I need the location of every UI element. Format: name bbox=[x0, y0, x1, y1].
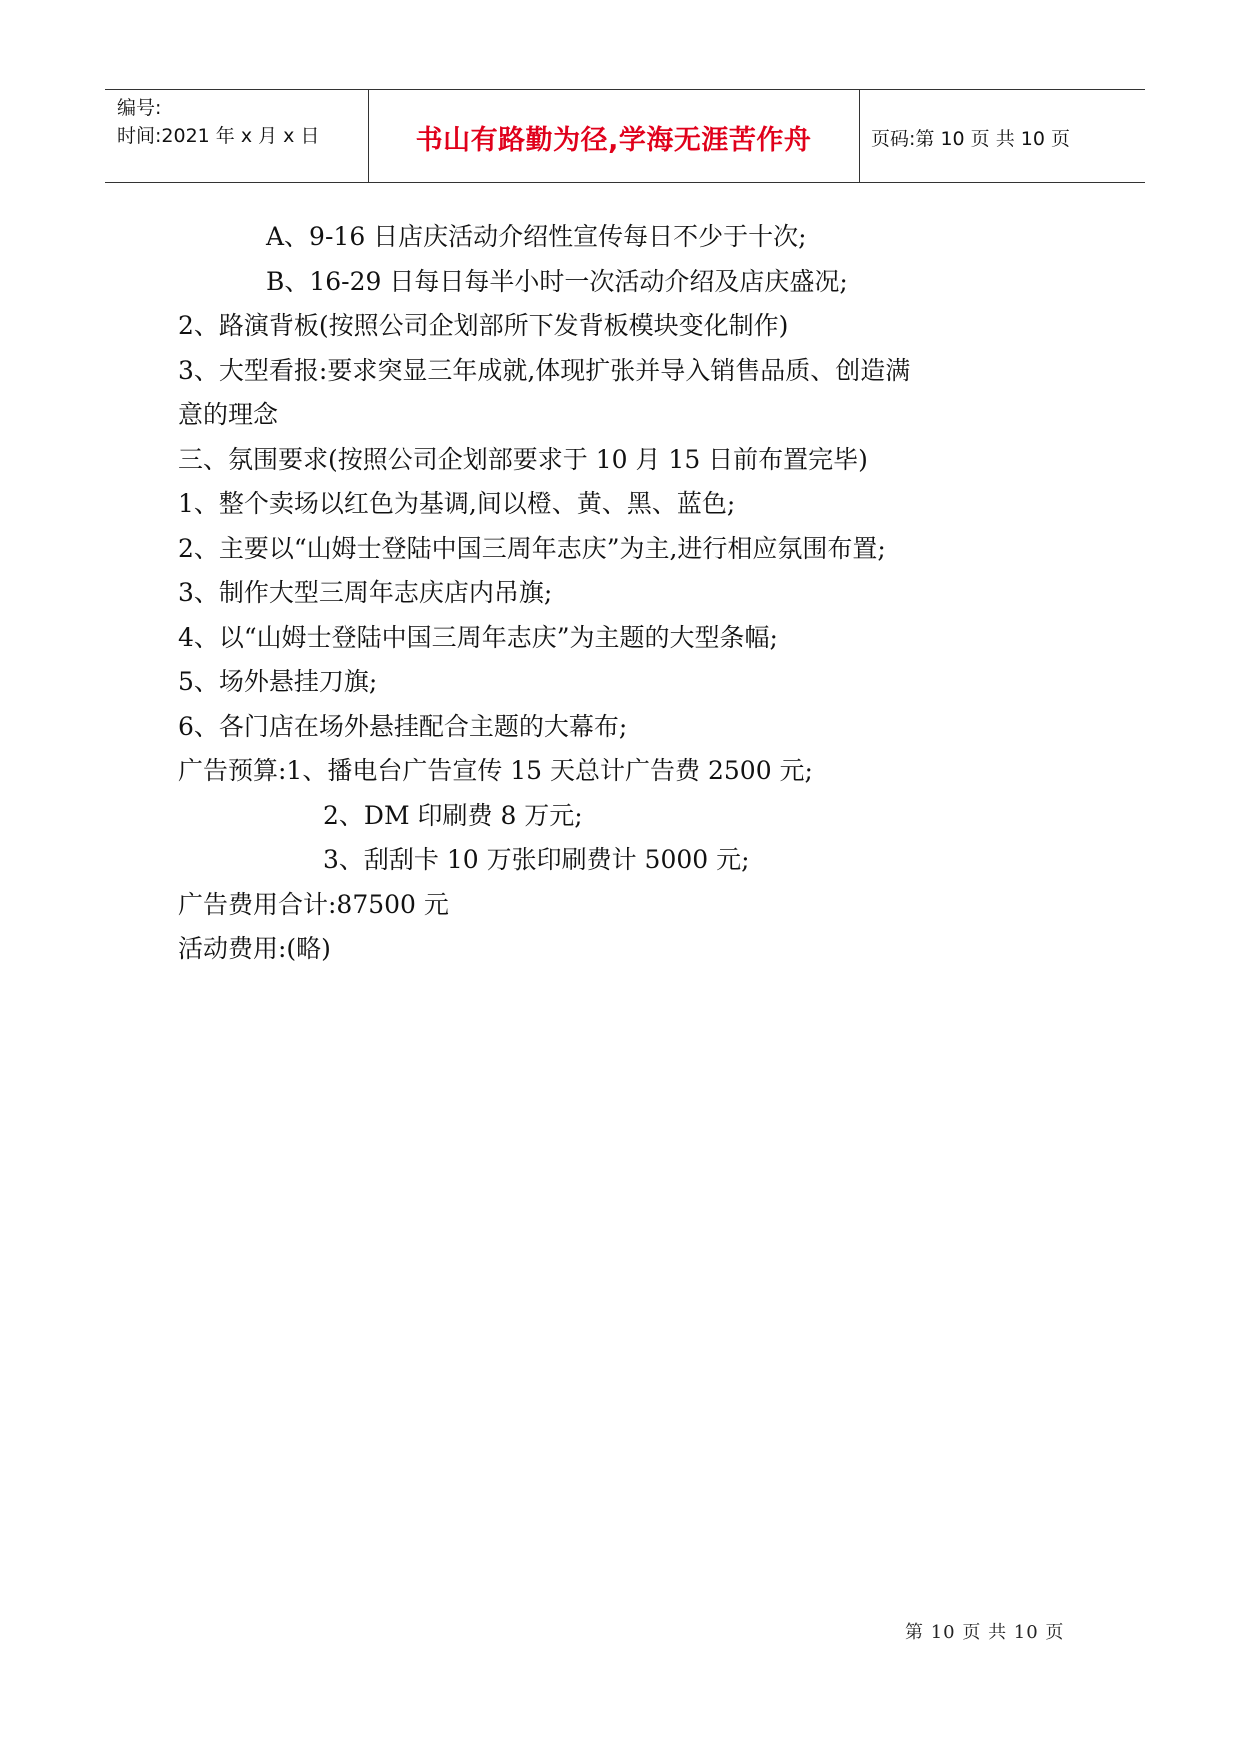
section-heading: 三、氛围要求(按照公司企划部要求于 10 月 15 日前布置完毕) bbox=[178, 444, 868, 474]
page-header bbox=[105, 89, 1145, 183]
body-line: 4、以“山姆士登陆中国三周年志庆”为主题的大型条幅; bbox=[178, 622, 778, 652]
budget-line: 3、刮刮卡 10 万张印刷费计 5000 元; bbox=[323, 845, 750, 874]
body-line: 2、主要以“山姆士登陆中国三周年志庆”为主,进行相应氛围布置; bbox=[178, 533, 886, 563]
body-line: 2、路演背板(按照公司企划部所下发背板模块变化制作) bbox=[178, 311, 789, 340]
body-line: 意的理念 bbox=[178, 400, 279, 429]
header-divider-right bbox=[859, 90, 860, 182]
body-line: 6、各门店在场外悬挂配合主题的大幕布; bbox=[178, 711, 628, 741]
budget-total: 广告费用合计:87500 元 bbox=[178, 889, 449, 919]
header-page-label: 页码:第 10 页 共 10 页 bbox=[871, 128, 1070, 150]
activity-cost: 活动费用:(略) bbox=[178, 934, 331, 963]
page-footer: 第 10 页 共 10 页 bbox=[905, 1622, 1065, 1643]
body-line: 3、制作大型三周年志庆店内吊旗; bbox=[178, 578, 553, 607]
budget-line: 广告预算:1、播电台广告宣传 15 天总计广告费 2500 元; bbox=[178, 756, 813, 785]
body-line: 5、场外悬挂刀旗; bbox=[178, 667, 378, 696]
header-motto: 书山有路勤为径,学海无涯苦作舟 bbox=[415, 125, 812, 156]
header-time-label: 时间:2021 年 x 月 x 日 bbox=[117, 125, 320, 147]
budget-line: 2、DM 印刷费 8 万元; bbox=[323, 800, 583, 830]
document-body bbox=[178, 215, 1078, 972]
header-meta bbox=[117, 94, 367, 150]
body-line: 3、大型看报:要求突显三年成就,体现扩张并导入销售品质、创造满 bbox=[178, 355, 911, 385]
header-number-label: 编号: bbox=[117, 97, 162, 119]
body-line: 1、整个卖场以红色为基调,间以橙、黄、黑、蓝色; bbox=[178, 489, 736, 518]
body-line: A、9-16 日店庆活动介绍性宣传每日不少于十次; bbox=[266, 222, 807, 251]
body-line: B、16-29 日每日每半小时一次活动介绍及店庆盛况; bbox=[266, 266, 848, 296]
